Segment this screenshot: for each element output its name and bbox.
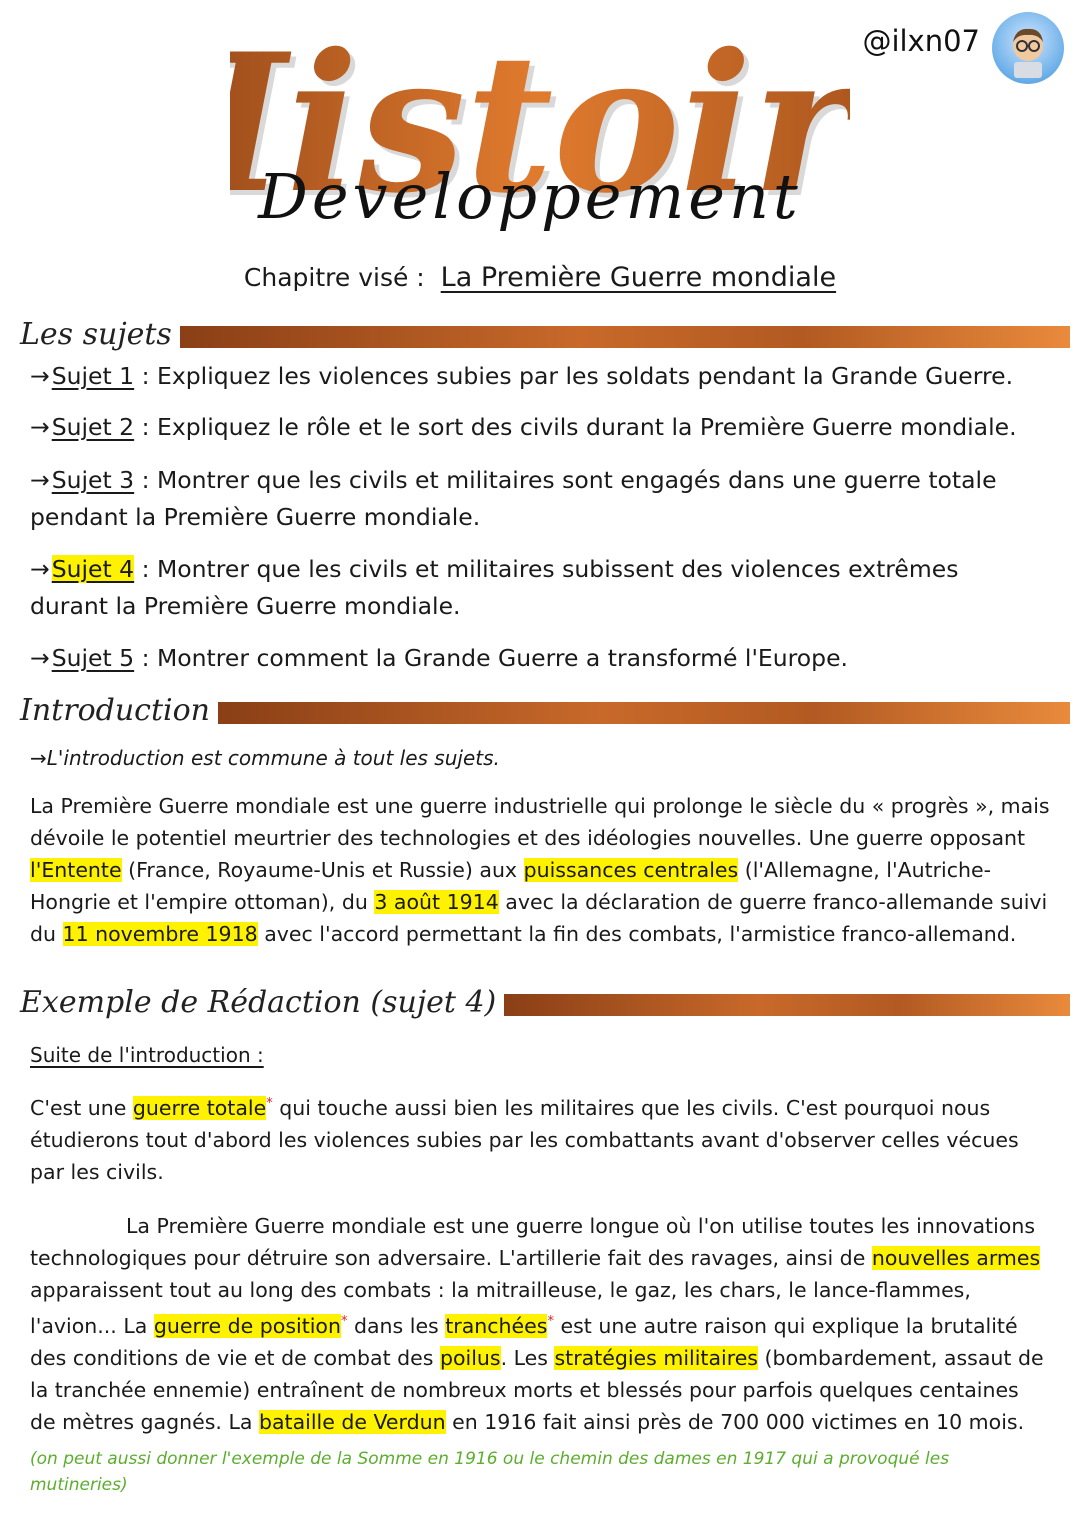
text-run: apparaissent tout au long des combats : la mitrailleuse, le gaz, les chars, le lance-flammes, l'avion... La xyxy=(30,1278,971,1338)
section-bar xyxy=(218,702,1070,724)
highlight: stratégies militaires xyxy=(554,1345,758,1370)
topic-key: Sujet 1 xyxy=(51,362,135,390)
green-note: (on peut aussi donner l'exemple de la Somme en 1916 ou le chemin des dames en 1917 qui a provoqué les mutineries) xyxy=(30,1449,950,1495)
text-run: (France, Royaume-Unis et Russie) aux xyxy=(121,858,524,882)
title-art xyxy=(230,0,850,250)
suite-label: Suite de l'introduction : xyxy=(30,1043,264,1067)
intro-note: →L'introduction est commune à tout les sujets. xyxy=(30,746,500,770)
highlight: l'Entente xyxy=(30,858,122,882)
highlight: 3 août 1914 xyxy=(374,890,499,914)
topic-5 xyxy=(30,640,1040,677)
body-paragraph xyxy=(30,1210,1050,1438)
section-title: Exemple de Rédaction (sujet 4) xyxy=(20,985,497,1020)
section-exemple xyxy=(20,986,1070,1020)
topic-text: : Expliquez les violences subies par les soldats pendant la Grande Guerre. xyxy=(134,362,1014,390)
title-logo xyxy=(230,0,850,250)
text-run: avec la déclaration de guerre franco-allemande suivi du xyxy=(30,890,1048,946)
title-shadow: istoir xyxy=(291,17,850,240)
highlight: puissances centrales xyxy=(523,858,739,882)
arrow-icon: → xyxy=(30,362,50,390)
asterisk: * xyxy=(266,1096,273,1111)
highlight: bataille de Verdun xyxy=(258,1409,446,1434)
avatar-icon xyxy=(992,12,1064,84)
section-sujets xyxy=(20,318,1070,352)
topic-2 xyxy=(30,409,1040,446)
topic-key: Sujet 5 xyxy=(51,644,135,672)
arrow-icon: → xyxy=(30,555,50,583)
suite-paragraph xyxy=(30,1088,1050,1188)
text-run: (bombardement, assaut de la tranchée ennemie) entraînent de nombreux morts et blessés pour parfois quelques centaines de mètres gagnés. La xyxy=(30,1345,1044,1434)
highlight: guerre totale xyxy=(132,1095,267,1120)
title-text: istoir xyxy=(286,12,850,235)
text-run: dans les xyxy=(347,1313,446,1338)
arrow-icon: → xyxy=(30,644,50,672)
arrow-icon: → xyxy=(30,413,50,441)
topic-key: Sujet 4 xyxy=(51,555,135,583)
section-title: Introduction xyxy=(20,693,210,728)
topic-1 xyxy=(30,358,1040,395)
text-run: La Première Guerre mondiale est une guerre longue où l'on utilise toutes les innovations technologiques pour détruire son adversaire. L'artillerie fait des ravages, ainsi de xyxy=(30,1214,1036,1270)
text-run: C'est une xyxy=(30,1095,133,1120)
topic-text: : Expliquez le rôle et le sort des civils durant la Première Guerre mondiale. xyxy=(134,413,1017,441)
section-bar xyxy=(504,994,1070,1016)
topic-3 xyxy=(30,462,1040,536)
asterisk: * xyxy=(340,1314,348,1329)
text-run: (l'Allemagne, l'Autriche-Hongrie et l'empire ottoman), du xyxy=(30,858,992,914)
text-run: La Première Guerre mondiale est une guerre industrielle qui prolonge le siècle du « progrès », mais dévoile le potentiel meurtrier des technologies et des idéologies nouvelles. Une guerre opposant xyxy=(30,794,1050,850)
chapter-line xyxy=(0,262,1080,293)
asterisk: * xyxy=(547,1314,554,1329)
topic-key: Sujet 3 xyxy=(51,466,135,494)
chapter-value: La Première Guerre mondiale xyxy=(440,262,837,293)
subtitle-text: Developpement xyxy=(258,160,802,233)
topic-key: Sujet 2 xyxy=(51,413,135,441)
highlight: 11 novembre 1918 xyxy=(62,922,258,946)
topic-text: : Montrer que les civils et militaires subissent des violences extrêmes durant la Première Guerre mondiale. xyxy=(30,555,959,620)
section-bar xyxy=(180,326,1070,348)
text-run: qui touche aussi bien les militaires que les civils. C'est pourquoi nous étudierons tout d'abord les violences subies par les combattants avant d'observer celles vécues par les civils. xyxy=(30,1095,1019,1184)
author-handle: @ilxn07 xyxy=(862,24,980,58)
intro-paragraph xyxy=(30,790,1050,950)
section-title: Les sujets xyxy=(20,317,172,352)
chapter-label: Chapitre visé : xyxy=(243,263,425,292)
section-introduction xyxy=(20,694,1070,728)
avatar xyxy=(992,12,1064,84)
arrow-icon: → xyxy=(30,466,50,494)
text-run: avec l'accord permettant la fin des combats, l'armistice franco-allemand. xyxy=(257,922,1017,946)
text-run: en 1916 fait ainsi près de 700 000 victimes en 10 mois. xyxy=(445,1409,1025,1434)
text-run: . Les xyxy=(500,1345,555,1370)
text-run: est une autre raison qui explique la brutalité des conditions de vie et de combat des xyxy=(30,1313,1018,1370)
highlight: poilus xyxy=(439,1345,501,1370)
topic-text: : Montrer comment la Grande Guerre a transformé l'Europe. xyxy=(134,644,849,672)
topic-4 xyxy=(30,551,1040,625)
highlight: guerre de position xyxy=(153,1313,341,1338)
highlight: tranchées xyxy=(445,1313,548,1338)
topic-text: : Montrer que les civils et militaires sont engagés dans une guerre totale pendant la Première Guerre mondiale. xyxy=(30,466,997,531)
highlight: nouvelles armes xyxy=(871,1246,1041,1270)
